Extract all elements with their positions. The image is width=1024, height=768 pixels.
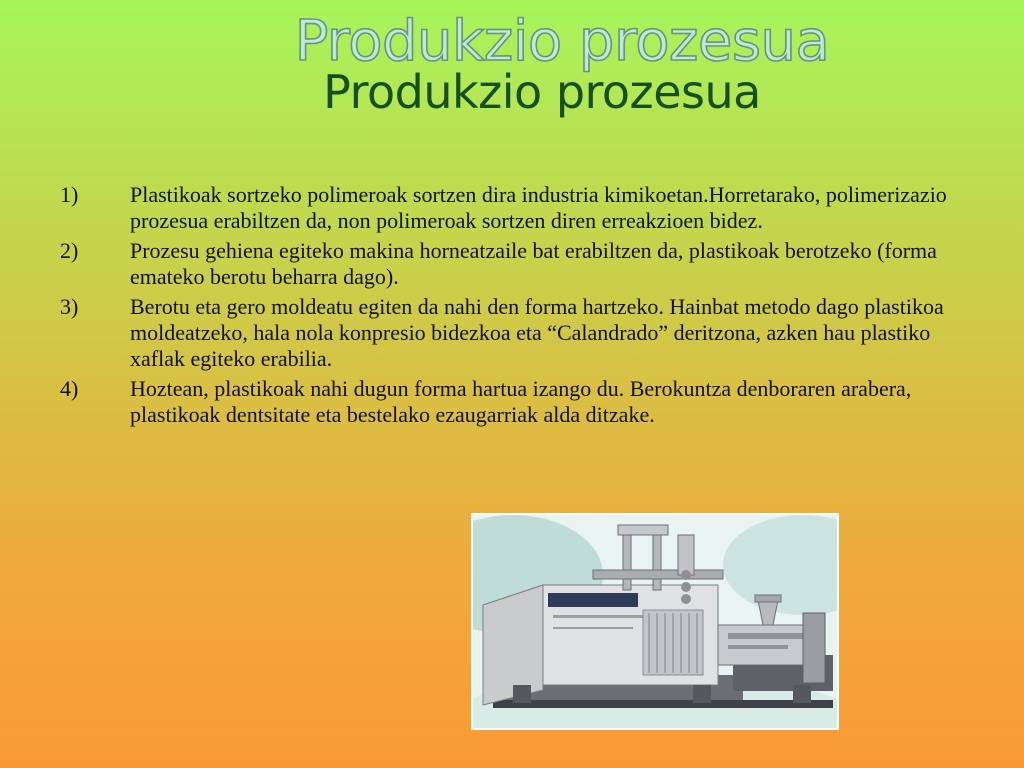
step-text: Prozesu gehiena egiteko makina horneatzaile bat erabiltzen da, plastikoak berotzeko (forma emateko berotu beharra dago).: [130, 238, 937, 289]
list-item: [60, 376, 960, 428]
step-number: 4): [60, 376, 79, 401]
step-text: Hoztean, plastikoak nahi dugun forma hartua izango du. Berokuntza denboraren arabera, plastikoak dentsitate eta bestelako ezaugarriak alda ditzake.: [130, 376, 912, 427]
list-item: [60, 182, 960, 234]
slide-title-shadow: Produkzio prozesua: [294, 9, 830, 74]
step-text: Berotu eta gero moldeatu egiten da nahi den forma hartzeko. Hainbat metodo dago plastikoa moldeatzeko, hala nola konpresio bidezkoa eta “Calandrado” deritzona, azken hau plastiko xaflak egiteko erabilia.: [130, 294, 944, 371]
list-item: [60, 294, 960, 372]
step-text: Plastikoak sortzeko polimeroak sortzen dira industria kimikoetan.Horretarako, polimerizazio prozesua erabiltzen da, non polimeroak sortzen diren erreakzioen bidez.: [130, 182, 947, 233]
step-number: 3): [60, 294, 79, 319]
slide-title: Produkzio prozesua: [323, 65, 761, 119]
machine-image: [471, 513, 839, 730]
step-number: 2): [60, 238, 79, 263]
step-number: 1): [60, 182, 79, 207]
injection-molding-machine-illustration: [473, 515, 837, 728]
steps-list: [60, 182, 960, 432]
list-item: [60, 238, 960, 290]
